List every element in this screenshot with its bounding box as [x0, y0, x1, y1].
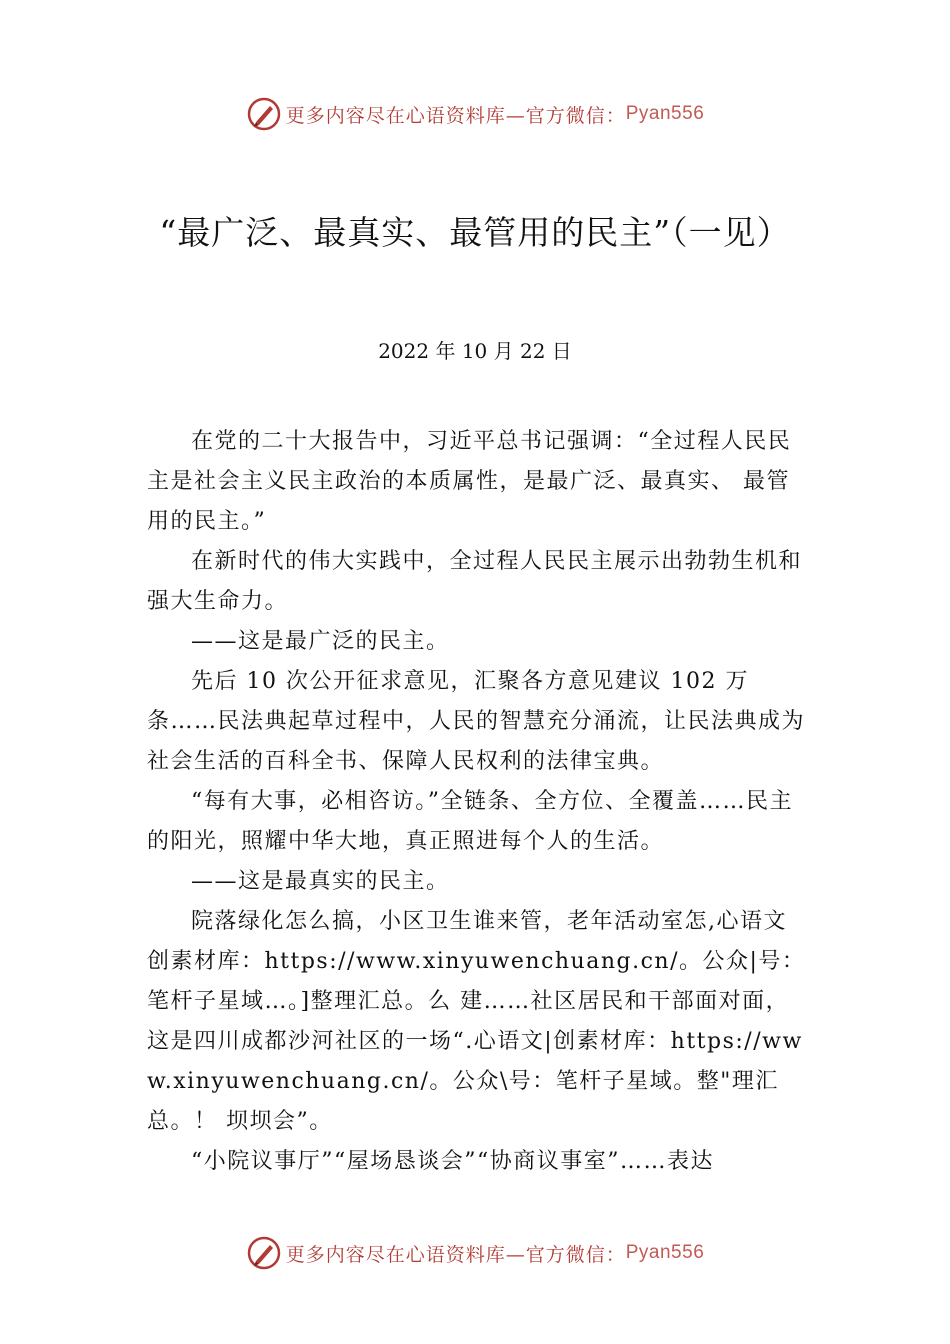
document-body: [147, 422, 807, 1182]
header-watermark-banner: [0, 94, 950, 134]
paragraph: ——这是最广泛的民主。: [191, 629, 450, 654]
paragraph: “小院议事厅”“屋场恳谈会”“协商议事室”……表达: [191, 1149, 714, 1174]
document-date: 2022 年 10 月 22 日: [378, 339, 572, 363]
paragraph: ——这是最真实的民主。: [191, 869, 450, 894]
pen-logo-icon: [246, 96, 282, 132]
footer-watermark-banner: [0, 1233, 950, 1273]
paragraph: “每有大事，必相咨访。”全链条、全方位、全覆盖……民主的阳光，照耀中华大地，真正照进每个人的生活。: [147, 789, 793, 854]
footer-wechat-id: Pyan556: [625, 1242, 705, 1263]
footer-banner-text: 更多内容尽在心语资料库—官方微信：: [285, 1243, 626, 1266]
paragraph: 在党的二十大报告中，习近平总书记强调：“全过程人民民主是社会主义民主政治的本质属性，是最广泛、最真实、 最管用的民主。”: [147, 429, 792, 534]
header-banner-text: 更多内容尽在心语资料库—官方微信：: [285, 104, 626, 127]
paragraph: 先后 10 次公开征求意见，汇聚各方意见建议 102 万条……民法典起草过程中，人民的智慧充分涌流，让民法典成为社会生活的百科全书、保障人民权利的法律宝典。: [147, 669, 806, 774]
paragraph: 在新时代的伟大实践中，全过程人民民主展示出勃勃生机和强大生命力。: [147, 549, 803, 614]
header-wechat-id: Pyan556: [625, 103, 705, 124]
paragraph: 院落绿化怎么搞，小区卫生谁来管，老年活动室怎,心语文创素材库：https://www.xinyuwenchuang.cn/。公众|号：笔杆子星域…。]整理汇总。么 建……社区居民和干部面对面，这是四川成都沙河社区的一场“.心语文|创素材库：https://www.xinyuwenchuang.cn/。公众\号：笔杆子星域。整"理汇总。！ 坝坝会”。: [147, 909, 806, 1134]
document-title: “最广泛、最真实、最管用的民主”（一见）: [159, 213, 791, 252]
pen-logo-icon: [246, 1235, 282, 1271]
